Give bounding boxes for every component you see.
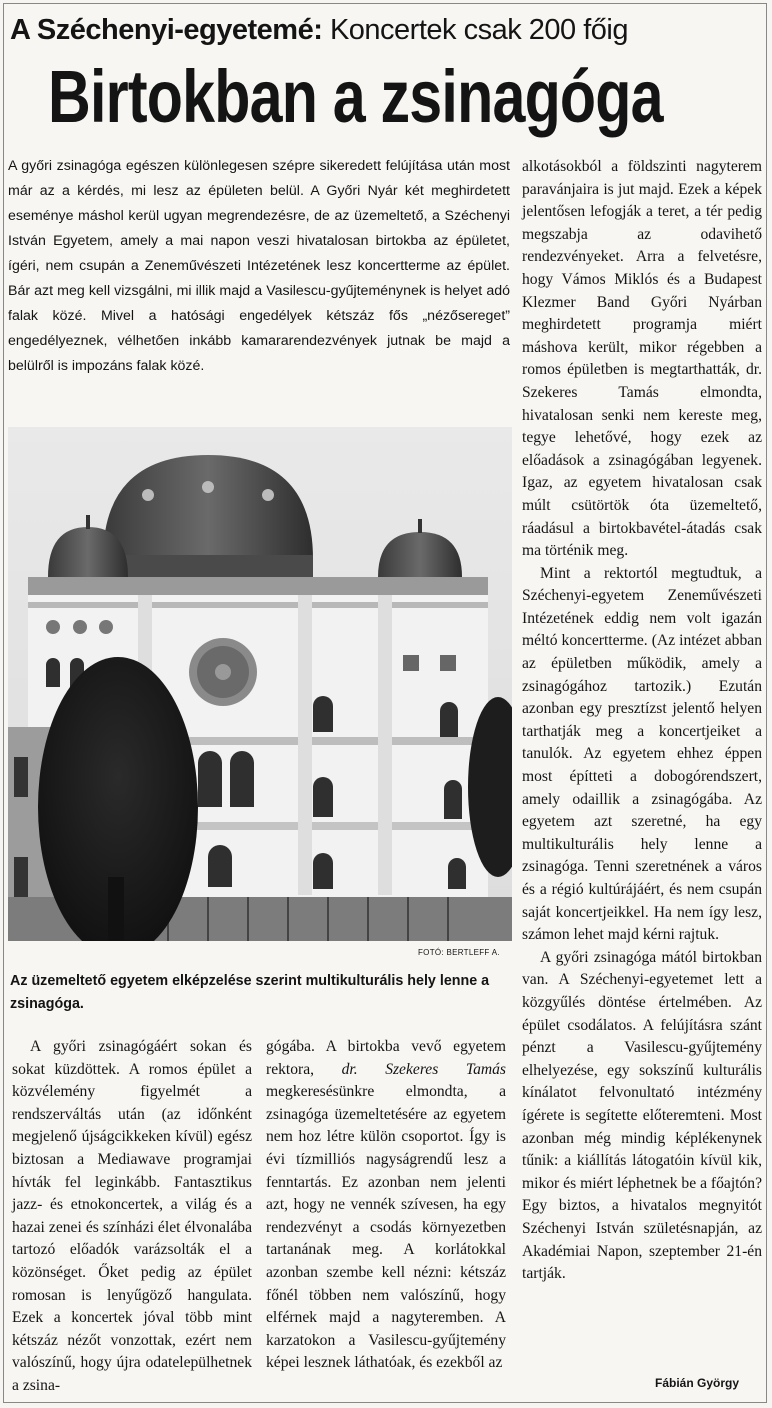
body-column-3 [522, 156, 762, 1286]
photo-credit: FOTÓ: BERTLEFF A. [418, 948, 500, 957]
synagogue-photo [8, 427, 512, 941]
text-run: gógába. A birtokba vevő egyetem rektora, [266, 1038, 506, 1078]
author-byline: Fábián György [655, 1376, 740, 1390]
article-kicker [10, 10, 750, 50]
body-column-1 [12, 1036, 252, 1398]
body-column-2 [266, 1036, 506, 1375]
kicker-bold: A Széchenyi-egyetemé: [10, 14, 323, 46]
article-lead: A győri zsinagóga egészen különlegesen szépre sikeredett felújítása után most már az a kérdés, mi lesz az épületen belül. A Győri Nyár két meghirdetett eseménye máshol kerül ugyan megrendezésre, de az üzemeltető, a Széchenyi István Egyetem, amely a mai napon veszi hivatalosan birtokba az épületet, ígéri, nem csupán a Zeneművészeti Intézetének lesz koncertterme az épület. Bár azt meg kell vizsgálni, mi illik majd a Vasilescu-gyűjteménynek is helyet adó falak közé. Mivel a hatósági engedélyek kétszáz fős „nézősereget” engedélyeznek, vélhetően inkább kamararendezvények jutnak be majd a belülről is impozáns falak közé. [8, 158, 510, 374]
rector-name: dr. Szekeres Tamás [341, 1060, 507, 1078]
paragraph: alkotásokból a földszinti nagyterem paravánjaira is jut majd. Ezek a képek jelentősen lefogják a teret, a tér pedig megszabja az odavihető rendezvényeket. Arra a felvetésre, hogy Vámos Miklós és a Budapest Klezmer Band Győri Nyárban meghirdetett programja miért máshova került, mikor régebben a romos épületben is megtarthatták, dr. Szekeres Tamás elmondta, hivatalosan senki nem kereste meg, tegye lehetővé, hogy ezek az előadások a zsinagógában legyenek. Igaz, az egyetem hivatalosan csak múlt csütörtök óta üzemeltető, ráadásul a birtokbavétel-átadás csak ma történik meg. [522, 158, 762, 560]
photo-caption: Az üzemeltető egyetem elképzelése szerint multikulturális hely lenne a zsinagóga. [10, 973, 490, 1012]
paragraph [266, 1036, 506, 1375]
text-run: megkeresésünkre elmondta, a zsinagóga üzemeltetésére az egyetem nem hoz létre külön csoportot. Így is évi tízmilliós nagyságrendű lesz a fenntartás. Ez azonban nem jelenti azt, hogy ne vennék szívesen, ha egy rendezvényt a csodás környezetben tartanának meg. A korlátokkal azonban szembe kell nézni: kétszáz főnél többen nem valószínű, hogy elférnek majd a nagyteremben. A karzatokon a Vasilescu-gyűjtemény képei lesznek láthatóak, és ezekből az [266, 1083, 506, 1372]
kicker-rest: Koncertek csak 200 főig [322, 14, 628, 46]
paragraph: Mint a rektortól megtudtuk, a Széchenyi-egyetem Zeneművészeti Intézetének eddig nem volt igazán méltó koncertterme. (Az intézet abban az épületben működik, amely a zsinagógához tartozik.) Ezután azonban egy presztízst jelentő helyen tarthatják meg a koncertjeiket a tanulók. Az egyetem ehhez éppen most építteti a dobogórendszert, amely odaillik a zsinagógába. Az egyetem azt szeretné, ha egy multikulturális hely lenne a zsinagóga. Tenni szeretnének a város és a régió kultúrájáért, és nem csupán saját koncertjeikkel. Ha nem így lesz, számon lehet majd kérni rajtuk. [522, 564, 762, 944]
paragraph: A győri zsinagógáért sokan és sokat küzdöttek. A romos épület a közvélemény figyelmét a rendszerváltás után (az időnként megjelenő újságcikkeken kívül) egész biztosan a Mediawave programjai hívták fel leginkább. Fantasztikus jazz- és etnokoncertek, a világ és a hazai zenei és színházi élet élvonalába tartozó előadók varázsolták el a közönséget. Őket pedig az épület romosan is lenyűgöző hangulata. Ezek a koncertek jóval több mint kétszáz nézőt vonzottak, ezért nem valószínű, hogy újra odatelepülhetnek a zsina- [12, 1038, 252, 1394]
article-headline: Birtokban a zsinagóga [48, 55, 663, 138]
paragraph: A győri zsinagóga mától birtokban van. A Széchenyi-egyetemet lett a közgyűlés döntése értelmében. Az épület csodálatos. A felújításra szánt pénzt a Vasilescu-gyűjtemény elhelyezése, egy sokszínű kulturális kínálatot felvonultató intézmény ígérete is segítette előteremteni. Most azonban még mindig képlékenynek tűnik: a kiállítás látogatóin kívül kik, mikor és miért léphetnek be a főajtón? Egy biztos, a hivatalos megnyitót Széchenyi István születésnapján, az Akadémiai Napon, szeptember 21-én tartják. [522, 948, 762, 1283]
